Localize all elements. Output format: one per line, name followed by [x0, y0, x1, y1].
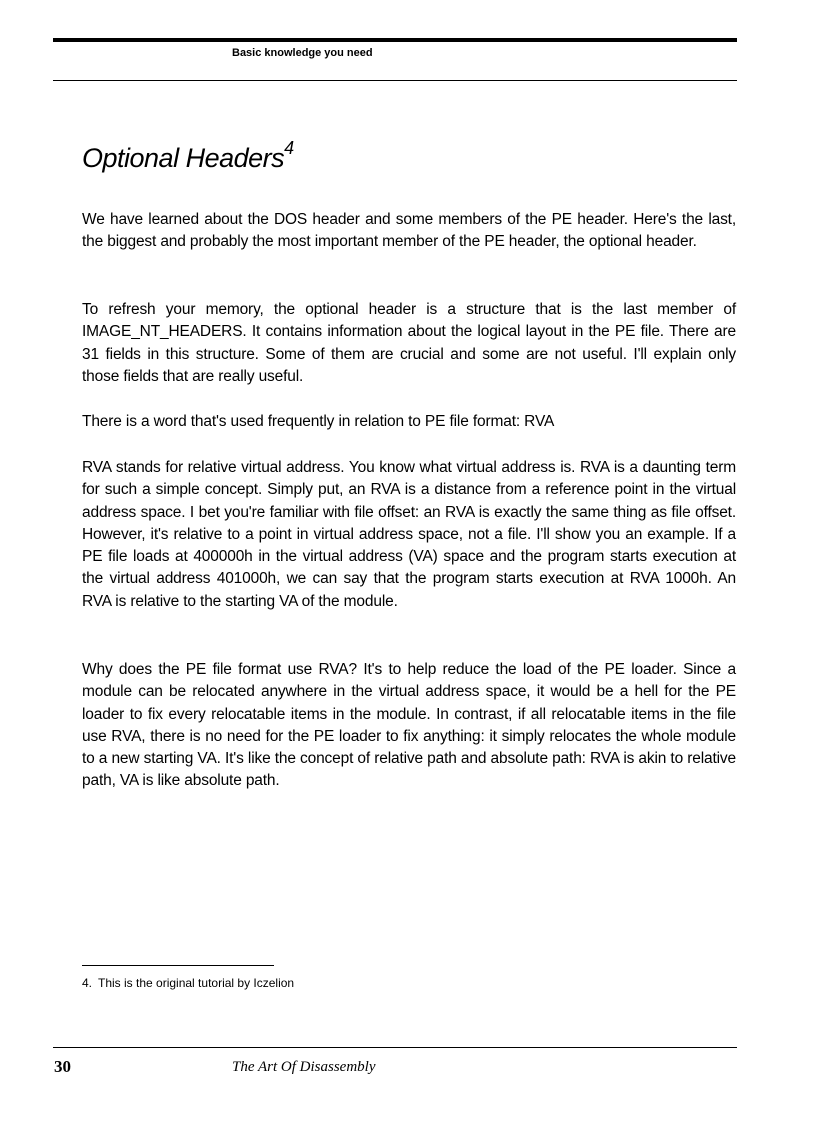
paragraph-3: There is a word that's used frequently in relation to PE file format: RVA — [82, 413, 555, 430]
paragraph-4: RVA stands for relative virtual address. You know what virtual address is. RVA is a daunting term for such a simple concept. Simply put, an RVA is a distance from a reference point in the virtual address space. I bet you're familiar with file offset: an RVA is exactly the same thing as file offset. However, it's relative to a point in virtual address space, not a file. I'll show you an example. If a PE file loads at 400000h in the virtual address (VA) space and the program starts execution at the virtual address 401000h, we can say that the program starts execution at RVA 1000h. An RVA is relative to the starting VA of the module. — [82, 459, 736, 610]
running-header: Basic knowledge you need — [232, 47, 373, 59]
header-rule-thick — [53, 38, 737, 42]
paragraph-1: We have learned about the DOS header and some members of the PE header. Here's the last, the biggest and probably the most important member of the PE header, the optional header. — [82, 211, 736, 251]
book-title: The Art Of Disassembly — [232, 1059, 376, 1075]
paragraph-2: To refresh your memory, the optional header is a structure that is the last member of IMAGE_NT_HEADERS. It contains information about the logical layout in the PE file. There are 31 fields in this structure. Some of them are crucial and some are not useful. I'll explain only those fields that are really useful. — [82, 301, 736, 385]
footnote-reference: 4 — [284, 138, 294, 158]
footnote — [82, 976, 294, 990]
paragraph-5: Why does the PE file format use RVA? It's to help reduce the load of the PE loader. Since a module can be relocated anywhere in the virtual address space, it would be a hell for the PE loader to fix every relocatable items in the module. In contrast, if all relocatable items in the file use RVA, there is no need for the PE loader to fix anything: it simply relocates the whole module to a new starting VA. It's like the concept of relative path and absolute path: RVA is akin to relative path, VA is like absolute path. — [82, 661, 736, 790]
section-heading — [82, 138, 294, 174]
section-title: Optional Headers — [82, 143, 285, 173]
footnote-rule — [82, 965, 274, 966]
page-number: 30 — [54, 1057, 71, 1076]
footnote-number: 4. — [82, 976, 93, 990]
footnote-text: This is the original tutorial by Iczelion — [98, 976, 295, 990]
footer-rule — [53, 1047, 737, 1048]
header-rule-thin — [53, 80, 737, 81]
